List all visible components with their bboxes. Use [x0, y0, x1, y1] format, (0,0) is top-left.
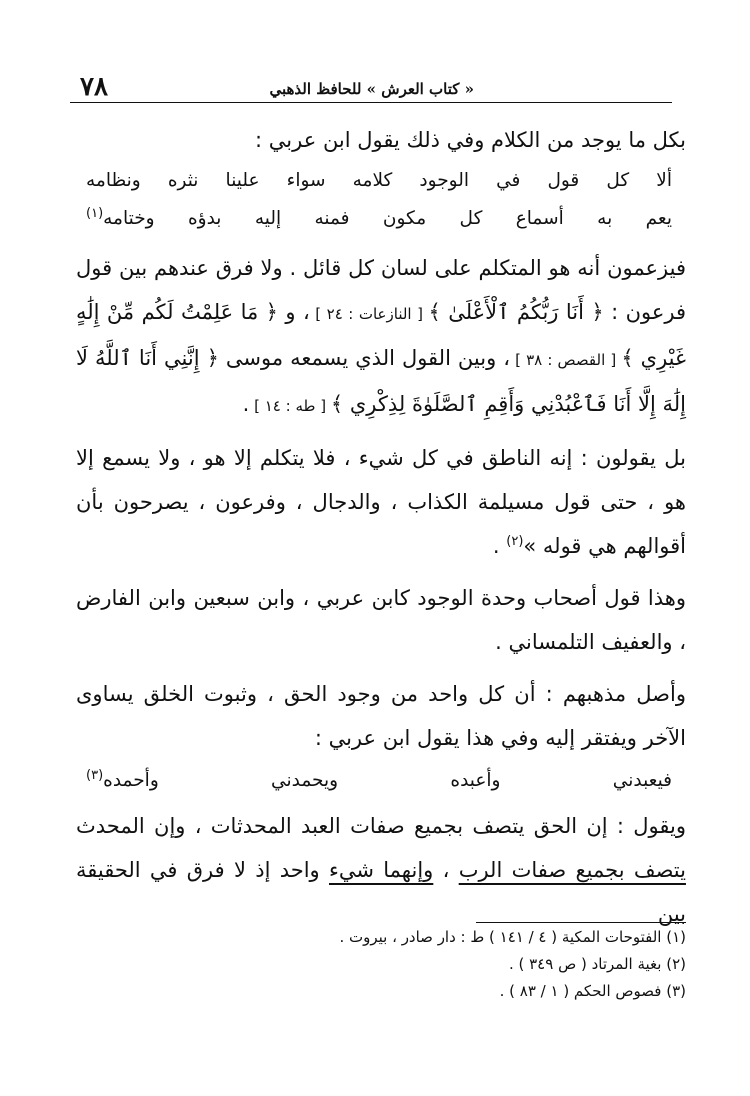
paragraph-wahdat-al-wujud: وهذا قول أصحاب وحدة الوجود كابن عربي ، وابن سبعين وابن الفارض ، والعفيف التلمساني .	[76, 586, 686, 654]
footnote-marker-3: (٣)	[86, 767, 104, 783]
footnote-marker-2: (٢)	[506, 534, 524, 549]
footnotes	[76, 924, 686, 1005]
verse-2-text: فيعبدني وأعبده ويحمدني وأحمده	[103, 770, 672, 791]
quran-verse-3: ﴿ إِنَّنِي أَنَا ٱللَّهُ لَا إِلَٰهَ إِلَّا أَنَا فَٱعْبُدْنِي وَأَقِمِ ٱلصَّلَوٰةَ لِذِكْرِي ﴾	[76, 346, 686, 416]
footnote-3: (٣) فصوص الحكم ( ١ / ٨٣ ) .	[499, 982, 686, 1000]
p6-text-a: ويقول : إن الحق يتصف بجميع صفات العبد المحدثات ، وإن المحدث	[76, 814, 686, 838]
surah-ref-3: [ طه : ١٤ ]	[249, 397, 331, 415]
footnote-separator	[476, 922, 686, 923]
page-number: ٧٨	[80, 72, 108, 102]
page-header	[70, 68, 672, 102]
underlined-phrase-2: وإنهما شيء	[329, 858, 434, 882]
main-text	[76, 118, 686, 936]
intro-line: بكل ما يوجد من الكلام وفي ذلك يقول ابن عربي :	[255, 128, 686, 152]
p2-text-c: ، وبين القول الذي يسمعه موسى	[218, 346, 511, 370]
poem-verse-1	[76, 162, 686, 238]
surah-ref-2: [ القصص : ٣٨ ]	[510, 351, 622, 369]
verse-1-line-2-text: يعم به أسماع كل مكون فمنه إليه بدؤه وختامه	[103, 208, 672, 229]
verse-1-line-1: ألا كل قول في الوجود كلامه سواء علينا نثره ونظامه	[86, 170, 672, 191]
p2-text-a: فيزعمون أنه هو المتكلم على لسان كل قائل . ولا فرق عندهم بين قول فرعون :	[76, 256, 687, 324]
surah-ref-1: [ النازعات : ٢٤ ]	[309, 305, 429, 323]
poem-verse-2	[76, 760, 686, 802]
paragraph-doctrine: وأصل مذهبهم : أن كل واحد من وجود الحق ، وثبوت الخلق يساوى الآخر ويفتقر إليه وفي هذا يقول ابن عربي :	[76, 682, 686, 750]
paragraph-attributes	[76, 804, 686, 936]
p6-text-c: واحد إذ لا فرق في الحقيقة بين	[76, 858, 686, 926]
footnote-marker-1: (١)	[86, 205, 104, 221]
quran-verse-2: ﴿ مَا عَلِمْتُ لَكُم مِّنْ إِلَٰهٍ غَيْرِي ﴾	[76, 300, 686, 370]
footnote-1: (١) الفتوحات المكية ( ٤ / ١٤١ ) ط : دار صادر ، بيروت .	[339, 928, 686, 946]
paragraph-speaker	[76, 436, 686, 568]
verse-1-line-2	[86, 200, 672, 238]
p3-text: بل يقولون : إنه الناطق في كل شيء ، فلا يتكلم إلا هو ، ولا يسمع إلا هو ، حتى قول مسيلمة الكذاب ، والدجال ، وفرعون ، يصرحون بأن أقوالهم هي قوله »	[76, 446, 686, 558]
p2-text-b: ، و	[278, 300, 310, 324]
p6-text-b: ،	[433, 858, 459, 882]
p3-end: .	[492, 534, 507, 558]
underlined-phrase-1: يتصف بجميع صفات الرب	[458, 858, 686, 882]
verse-2-line	[86, 760, 672, 802]
p2-end: .	[242, 392, 250, 416]
header-rule	[70, 102, 672, 103]
footnote-2: (٢) بغية المرتاد ( ص ٣٤٩ ) .	[508, 955, 686, 973]
running-title: « كتاب العرش » للحافظ الذهبي	[269, 80, 474, 98]
quran-verse-1: ﴿ أَنَا رَبُّكُمُ ٱلْأَعْلَىٰ ﴾	[428, 300, 604, 324]
paragraph-pharaoh	[76, 246, 686, 428]
